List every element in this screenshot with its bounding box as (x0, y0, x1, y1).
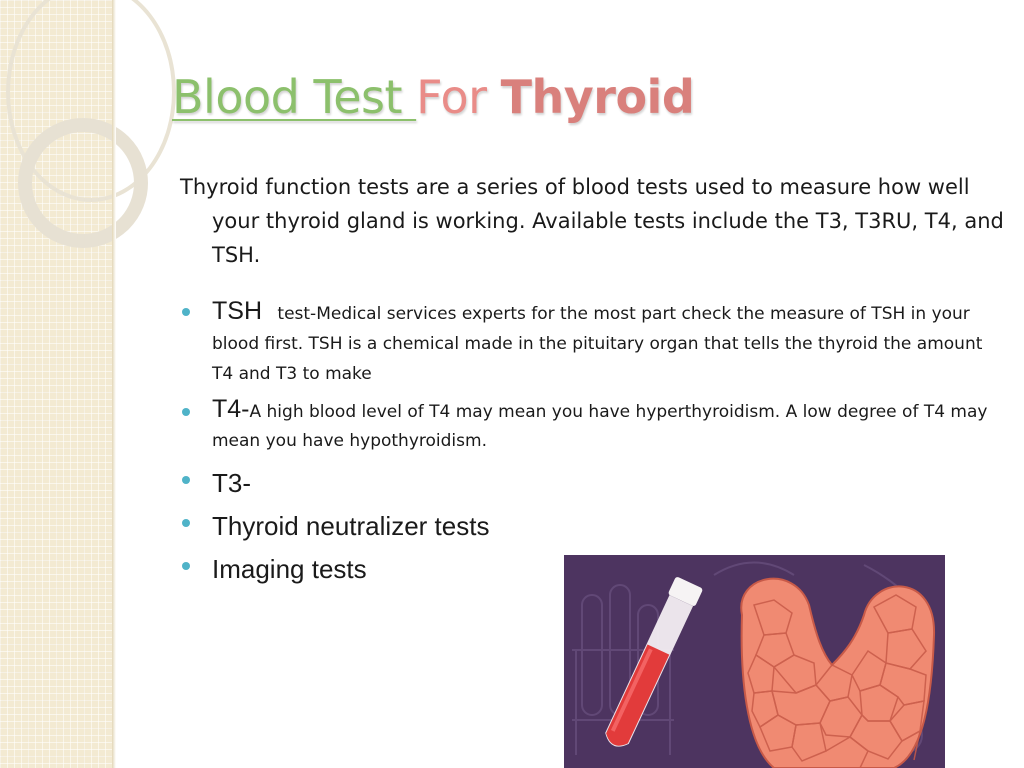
bullet-lead: T4- (212, 395, 250, 423)
intro-paragraph: Thyroid function tests are a series of blood tests used to measure how well your thyroid gland is working. Available tests include the T3, T3RU, T4, and TSH. (180, 175, 1004, 267)
bullet-dot-icon (182, 562, 190, 570)
decorative-side-band (0, 0, 112, 768)
title-part-thyroid: Thyroid (500, 70, 695, 124)
slide-title (172, 62, 694, 132)
bullet-text: test-Medical services experts for the most part check the measure of TSH in your blood first. TSH is a chemical made in the pituitary organ that tells the thyroid the amount T4 and T3 to make (212, 304, 983, 384)
title-part-for: For (416, 70, 501, 124)
bullet-item-thyroid-neutralizer (182, 505, 994, 548)
bullet-dot-icon (182, 408, 190, 416)
bullet-dot-icon (182, 476, 190, 484)
bullet-item-tsh (182, 296, 994, 389)
bullet-lead: Thyroid neutralizer tests (212, 511, 490, 541)
bullet-item-t3 (182, 462, 994, 505)
bullet-lead: Imaging tests (212, 554, 367, 584)
bullet-dot-icon (182, 308, 190, 316)
illustration-svg (564, 555, 945, 768)
decorative-ring (18, 118, 148, 248)
title-part-blood-test: Blood Test (172, 70, 417, 124)
thyroid-gland-icon (741, 579, 934, 768)
bullet-list (182, 296, 994, 591)
side-band-edge (112, 0, 116, 768)
test-tube-icon (600, 576, 703, 752)
bullet-text: A high blood level of T4 may mean you have hyperthyroidism. A low degree of T4 may mean you have hypothyroidism. (212, 402, 988, 451)
bullet-dot-icon (182, 519, 190, 527)
bullet-lead: TSH (212, 297, 262, 325)
bullet-lead: T3- (212, 468, 251, 498)
bullet-item-t4 (182, 395, 994, 456)
blood-tube-and-thyroid-gland-image (564, 555, 945, 768)
